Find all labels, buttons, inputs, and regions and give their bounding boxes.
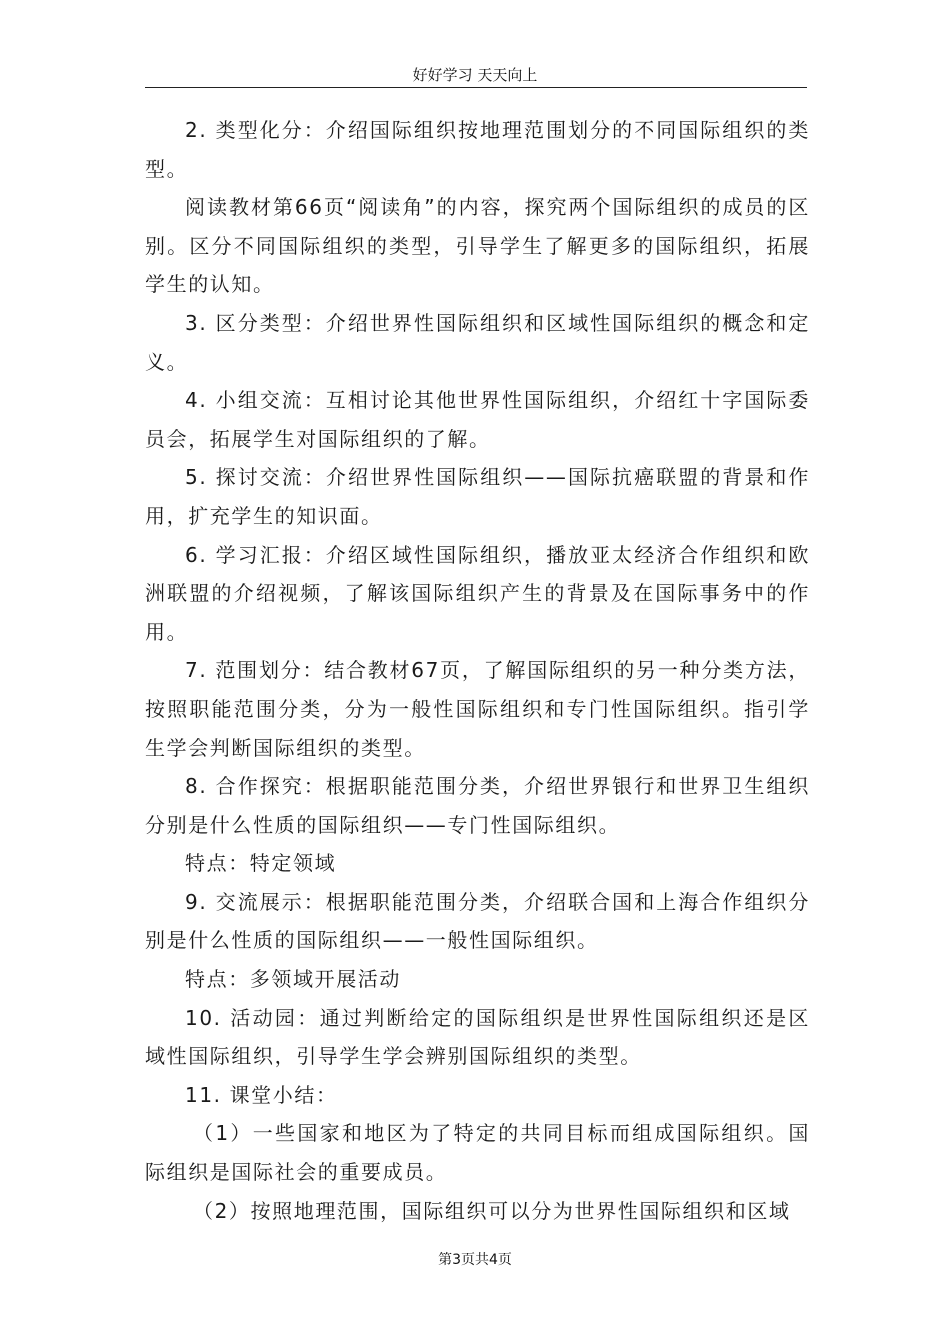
paragraph-discussion: 5. 探讨交流：介绍世界性国际组织——国际抗癌联盟的背景和作用，扩充学生的知识面。 [145, 465, 810, 528]
paragraph-group-exchange: 4. 小组交流：互相讨论其他世界性国际组织，介绍红十字国际委员会，拓展学生对国际组织的了解。 [145, 388, 810, 451]
header-divider [145, 87, 807, 88]
paragraph-class-summary: 11. 课堂小结： [185, 1082, 338, 1107]
paragraph-reading-corner: 阅读教材第66页“阅读角”的内容，探究两个国际组织的成员的区别。区分不同国际组织的类型，引导学生了解更多的国际组织，拓展学生的认知。 [145, 195, 810, 297]
paragraph-study-report: 6. 学习汇报：介绍区域性国际组织，播放亚太经济合作组织和欧洲联盟的介绍视频，了解该国际组织产生的背景及在国际事务中的作用。 [145, 542, 810, 644]
paragraph-summary-point-2: （2）按照地理范围，国际组织可以分为世界性国际组织和区域 [193, 1198, 791, 1223]
paragraph-activity-garden: 10. 活动园：通过判断给定的国际组织是世界性国际组织还是区域性国际组织，引导学生学会辨别国际组织的类型。 [145, 1005, 810, 1069]
document-body [145, 111, 810, 1230]
paragraph-exchange-display: 9. 交流展示：根据职能范围分类，介绍联合国和上海合作组织分别是什么性质的国际组织——一般性国际组织。 [145, 889, 810, 953]
page-footer: 第3页共4页 [438, 1252, 512, 1268]
paragraph-summary-point-1: （1）一些国家和地区为了特定的共同目标而组成国际组织。国际组织是国际社会的重要成员。 [145, 1121, 810, 1185]
paragraph-feature-specific: 特点：特定领域 [185, 851, 337, 876]
paragraph-cooperative-inquiry: 8. 合作探究：根据职能范围分类，介绍世界银行和世界卫生组织分别是什么性质的国际组织——专门性国际组织。 [145, 774, 810, 837]
paragraph-type-division: 2. 类型化分：介绍国际组织按地理范围划分的不同国际组织的类型。 [145, 118, 810, 181]
paragraph-distinguish-types: 3. 区分类型：介绍世界性国际组织和区域性国际组织的概念和定义。 [145, 310, 810, 374]
page-header: 好好学习 天天向上 [412, 66, 538, 84]
paragraph-feature-multi: 特点：多领域开展活动 [185, 967, 401, 992]
paragraph-scope-division: 7. 范围划分：结合教材67页，了解国际组织的另一种分类方法，按照职能范围分类，分为一般性国际组织和专门性国际组织。指引学生学会判断国际组织的类型。 [145, 658, 810, 760]
